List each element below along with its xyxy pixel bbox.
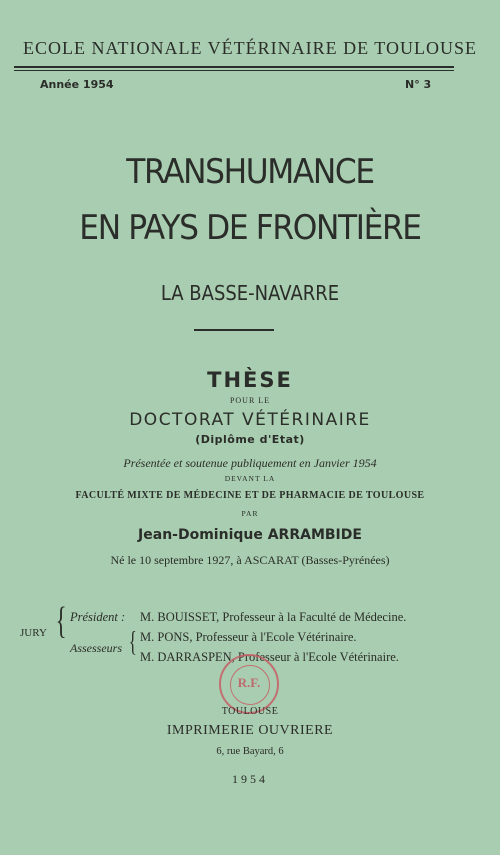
presentation-text: Présentée et soutenue publiquement en Janvier 1954 — [123, 456, 377, 470]
stamp-text: R.F. — [237, 675, 261, 690]
birth-info: Né le 10 septembre 1927, à ASCARAT (Basses-Pyrénées) — [110, 553, 390, 567]
doctorat-heading: DOCTORAT VÉTÉRINAIRE — [129, 410, 371, 430]
year-label: Année 1954 — [40, 78, 114, 91]
school-name: ECOLE NATIONALE VÉTÉRINAIRE DE TOULOUSE — [23, 38, 477, 58]
president-label: Président : — [70, 610, 126, 624]
publication-year: 1954 — [232, 772, 268, 786]
devant-la-text: DEVANT LA — [224, 474, 276, 483]
library-stamp — [219, 654, 279, 714]
president-name: M. BOUISSET, Professeur à la Faculté de Médecine. — [140, 610, 407, 624]
printer-name: IMPRIMERIE OUVRIERE — [166, 723, 334, 738]
pour-le-text: POUR LE — [229, 396, 271, 405]
title-divider — [194, 329, 274, 331]
jury-label: JURY — [20, 627, 47, 639]
assesseurs-brace: { — [128, 627, 137, 658]
number-label: N° 3 — [405, 78, 432, 91]
printer-address: 6, rue Bayard, 6 — [216, 746, 284, 757]
subtitle: LA BASSE-NAVARRE — [160, 281, 340, 305]
faculty-name: FACULTÉ MIXTE DE MÉDECINE ET DE PHARMACIE DE TOULOUSE — [75, 490, 425, 501]
assesseurs-label: Assesseurs — [70, 641, 123, 655]
jury-brace: { — [55, 600, 67, 642]
imprint-city: TOULOUSE — [221, 706, 279, 717]
header-rule-thin — [14, 70, 454, 71]
assesseur-2: M. DARRASPEN, Professeur à l'Ecole Vétérinaire. — [140, 650, 399, 664]
diplome-text: (Diplôme d'Etat) — [195, 433, 305, 446]
these-heading: THÈSE — [207, 368, 293, 392]
header-rule-thick — [14, 66, 454, 68]
title-line-2: EN PAYS DE FRONTIÈRE — [79, 208, 421, 248]
par-text: PAR — [241, 509, 259, 518]
assesseur-1: M. PONS, Professeur à l'Ecole Vétérinaire. — [140, 630, 357, 644]
author-name: Jean-Dominique ARRAMBIDE — [138, 527, 362, 543]
title-line-1: TRANSHUMANCE — [126, 152, 374, 192]
